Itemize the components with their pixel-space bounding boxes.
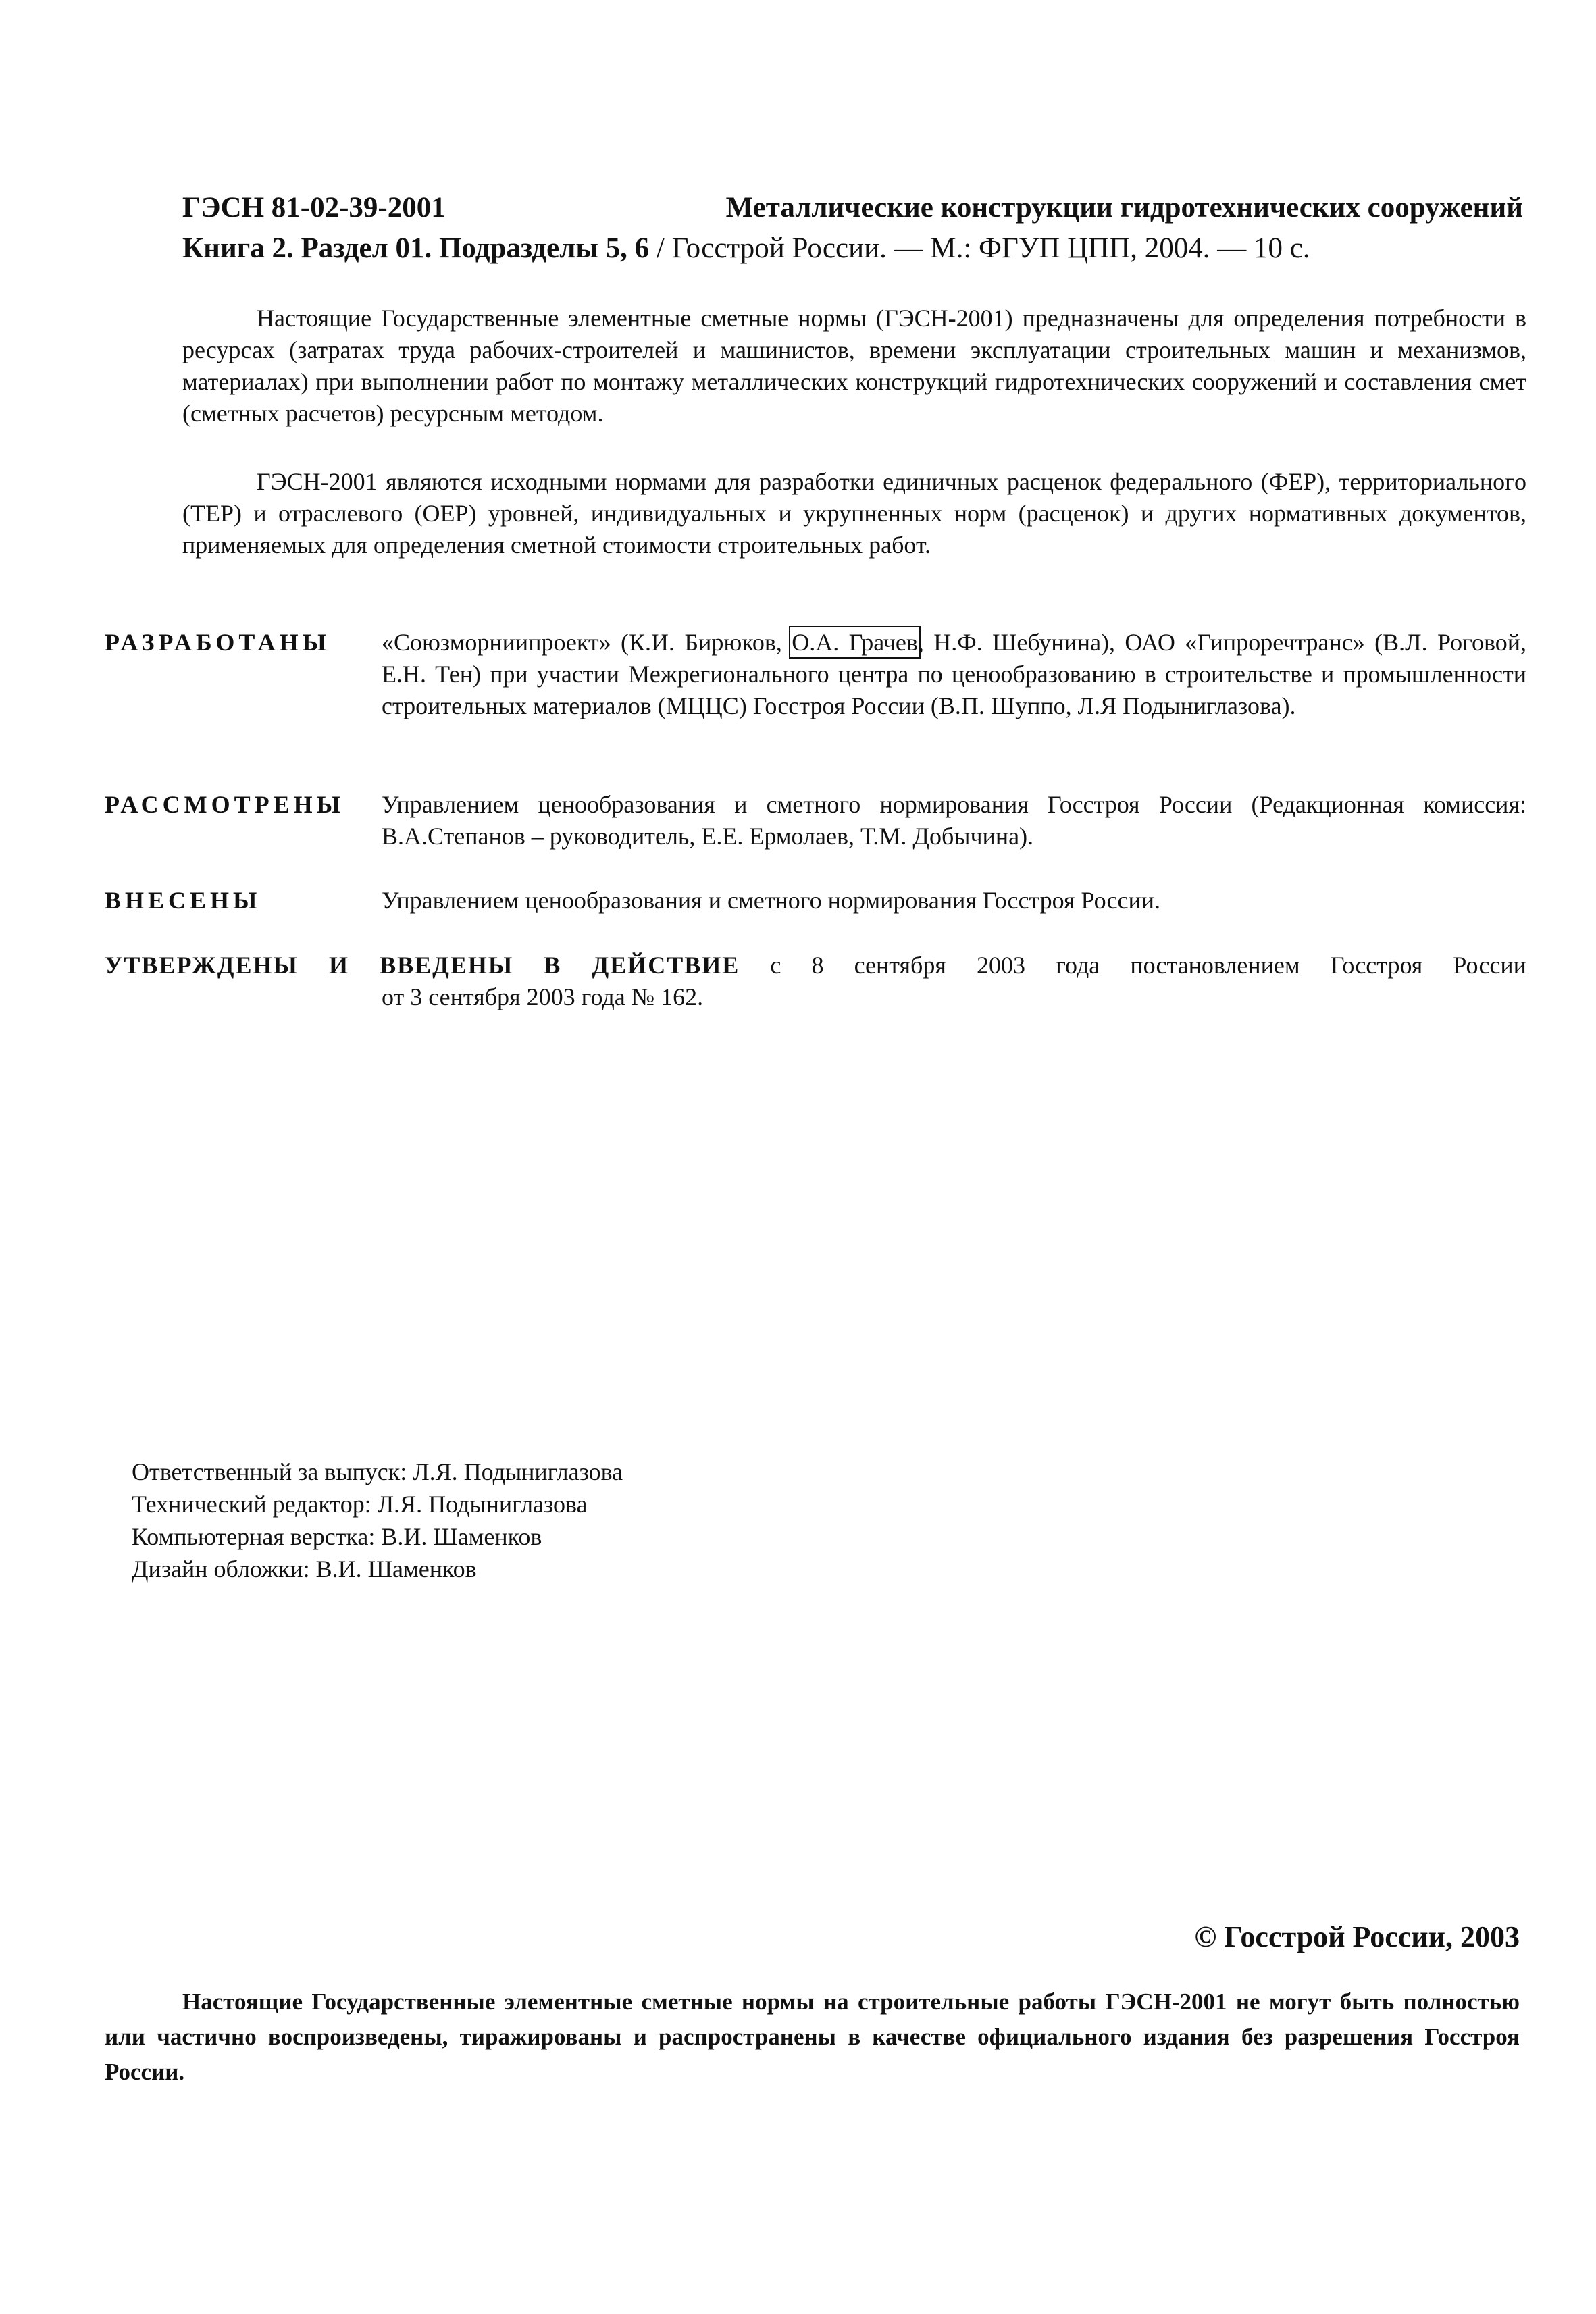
submitted-label: ВНЕСЕНЫ — [105, 887, 261, 914]
copyright-notice: Настоящие Государственные элементные сметные нормы на строительные работы ГЭСН-2001 не могут быть полностью или частично воспроизведены, тиражированы и распространены в качестве официального издания без разрешения Госстроя России. — [105, 1988, 1520, 2085]
approved-line-2: от 3 сентября 2003 года № 162. — [382, 983, 704, 1010]
staff-cover-design: Дизайн обложки: В.И. Шаменков — [132, 1555, 477, 1583]
title-line-1 — [182, 188, 1523, 228]
approved-word: года — [1056, 952, 1100, 979]
developed-label: РАЗРАБОТАНЫ — [105, 629, 330, 656]
title-book: Книга 2. Раздел 01. Подразделы 5, 6 — [182, 232, 650, 264]
approved-line-1 — [105, 950, 1526, 981]
approved-word: 8 — [811, 952, 824, 979]
approved-word: с — [770, 952, 781, 979]
approved-word: В — [544, 952, 562, 979]
title-code: ГЭСН 81-02-39-2001 — [182, 192, 446, 224]
developed-section — [105, 627, 1526, 722]
approved-word: Госстроя — [1330, 952, 1423, 979]
approved-word: ДЕЙСТВИЕ — [592, 952, 740, 979]
submitted-text: Управлением ценообразования и сметного нормирования Госстроя России. — [382, 887, 1161, 914]
submitted-section — [105, 885, 1526, 917]
reviewed-section — [105, 789, 1526, 852]
approved-word: 2003 — [977, 952, 1026, 979]
title-publisher: / Госстрой России. — М.: ФГУП ЦПП, 2004. — 10 с. — [649, 232, 1310, 264]
staff-tech-editor: Технический редактор: Л.Я. Подыниглазова — [132, 1491, 588, 1518]
reviewed-label: РАССМОТРЕНЫ — [105, 791, 344, 818]
approved-word: И — [329, 952, 350, 979]
approved-word: России — [1453, 952, 1526, 979]
approved-word: сентября — [854, 952, 946, 979]
approved-word: ВВЕДЕНЫ — [380, 952, 514, 979]
approved-section — [105, 950, 1526, 1013]
intro-paragraph-2: ГЭСН-2001 являются исходными нормами для разработки единичных расценок федерального (ФЕР), территориального (ТЕР) и отраслевого (ОЕР) уровней, индивидуальных и укрупненных норм (расценок) и других нормативных документов, применяемых для определения сметной стоимости строительных работ. — [182, 468, 1526, 559]
staff-layout: Компьютерная верстка: В.И. Шаменков — [132, 1523, 542, 1550]
title-name: Металлические конструкции гидротехнических сооружений — [725, 192, 1523, 224]
developed-text-end: , Н.Ф. Шебунина), ОАО «Гипроречтранс» (В.Л. Роговой, Е.Н. Тен) при участии Межрегионального центра по ценообразованию в строительстве и промышленности строительных материалов (МЦЦС) Госстроя России (В.П. Шуппо, Л.Я Подыниглазова). — [382, 629, 1526, 719]
title-line-2 — [182, 228, 1523, 269]
intro-paragraph-1: Настоящие Государственные элементные сметные нормы (ГЭСН-2001) предназначены для определения потребности в ресурсах (затратах труда рабочих-строителей и машинистов, времени эксплуатации строительных машин и механизмов, материалах) при выполнении работ по монтажу металлических конструкций гидротехнических сооружений и составления смет (сметных расчетов) ресурсным методом. — [182, 305, 1526, 427]
boxed-name: О.А. Грачев — [792, 629, 918, 656]
document-title — [182, 188, 1523, 269]
staff-responsible: Ответственный за выпуск: Л.Я. Подыниглазова — [132, 1458, 623, 1485]
developed-text — [382, 627, 1526, 722]
copyright: © Госстрой России, 2003 — [1194, 1920, 1520, 1953]
approved-word: УТВЕРЖДЕНЫ — [105, 952, 299, 979]
approved-word: постановлением — [1130, 952, 1300, 979]
developed-text-start: «Союзморниипроект» (К.И. Бирюков, — [382, 629, 792, 656]
staff-credits — [132, 1456, 623, 1585]
reviewed-text: Управлением ценообразования и сметного нормирования Госстроя России (Редакционная комиссия: В.А.Степанов – руководитель, Е.Е. Ермолаев, Т.М. Добычина). — [382, 791, 1526, 850]
